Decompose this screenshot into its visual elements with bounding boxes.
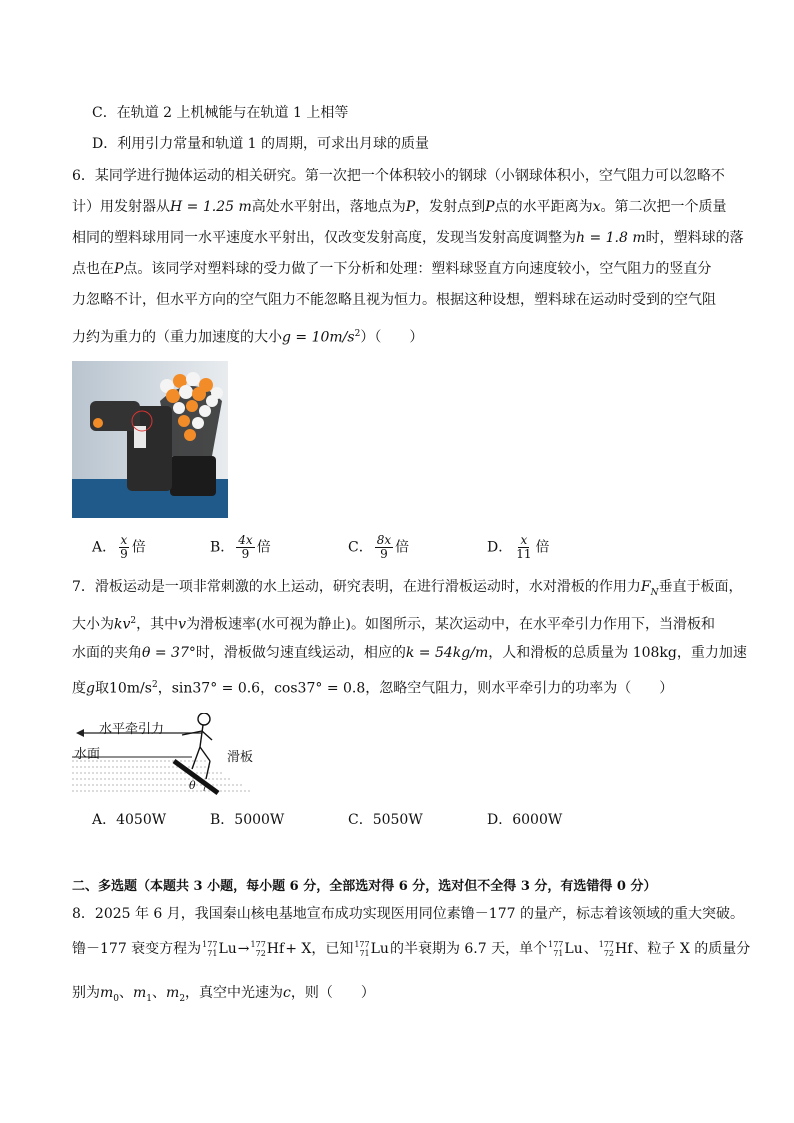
- water-surface-label: 水面: [74, 747, 101, 762]
- q5-option-d: D．利用引力常量和轨道 1 的周期，可求出月球的质量: [92, 136, 430, 152]
- q8-line-3: 别为$m_0$、$m_1$、$m_2$，真空中光速为c，则（ ）: [72, 985, 375, 1004]
- q6-option-a: A． $\frac{x}{9}$ 倍: [92, 533, 146, 561]
- water-skiing-diagram: [72, 713, 292, 798]
- theta-label: θ: [189, 779, 196, 792]
- q6-line-4: 点也在P点。该同学对塑料球的受力做了一下分析和处理：塑料球竖直方向速度较小，空气阻力的竖直分: [72, 261, 712, 277]
- q6-line-1: 6．某同学进行抛体运动的相关研究。第一次把一个体积较小的钢球（小钢球体积小，空气阻力可以忽略不: [72, 168, 725, 184]
- q7-option-d: D．6000W: [487, 812, 563, 828]
- q7-option-a: A．4050W: [92, 812, 167, 828]
- q6-line-6: 力约为重力的（重力加速度的大小$g = 10m/s^2$）（ ）: [72, 329, 424, 346]
- ball-launcher-photo: [72, 361, 228, 518]
- q7-line-4: 度g取$10m/s^2$，sin37° = 0.6，cos37° = 0.8，忽略空气阻力，则水平牵引力的功率为（ ）: [72, 680, 674, 697]
- q6-option-c: C． $\frac{8x}{9}$ 倍: [348, 533, 410, 561]
- q7-option-c: C．5050W: [348, 812, 423, 828]
- q7-line-1: 7．滑板运动是一项非常刺激的水上运动，研究表明，在进行滑板运动时，水对滑板的作用力$F_N$垂直于板面，: [72, 579, 743, 598]
- board-label: 滑板: [227, 750, 254, 765]
- nuclide-hf: 177 72 Hf: [250, 940, 285, 958]
- q8-line-2: 镥－177 衰变方程为 177 71 Lu → 177 72 Hf + X，已知 177 71 Lu 的半衰期为 6.7 天，单个 177 71 Lu 、 177 72 Hf 、粒子 X 的质量分: [72, 940, 751, 958]
- q7-line-3: 水面的夹角θ = 37°时，滑板做匀速直线运动，相应的k = 54kg/m，人和滑板的总质量为 108kg，重力加速: [72, 645, 747, 661]
- pull-force-label: 水平牵引力: [99, 722, 165, 737]
- q8-line-1: 8．2025 年 6 月，我国秦山核电基地宣布成功实现医用同位素镥－177 的量产，标志着该领域的重大突破。: [72, 906, 744, 922]
- nuclide-lu: 177 71 Lu: [202, 940, 237, 958]
- q6-line-2: 计）用发射器从H = 1.25 m高处水平射出，落地点为P，发射点到P点的水平距离为x。第二次把一个质量: [72, 199, 727, 215]
- q6-line-5: 力忽略不计，但水平方向的空气阻力不能忽略且视为恒力。根据这种设想，塑料球在运动时受到的空气阻: [72, 292, 716, 308]
- q7-option-b: B．5000W: [210, 812, 285, 828]
- q6-option-b: B． $\frac{4x}{9}$ 倍: [210, 533, 271, 561]
- section-heading: 二、多选题（本题共 3 小题，每小题 6 分，全部选对得 6 分，选对但不全得 3 分，有选错得 0 分）: [72, 879, 657, 894]
- q7-line-2: 大小为$kv^2$，其中v为滑板速率(水可视为静止)。如图所示，某次运动中，在水平牵引力作用下，当滑板和: [72, 616, 715, 633]
- q6-option-d: D． $\frac{x}{11}$ 倍: [487, 533, 550, 561]
- q6-line-3: 相同的塑料球用同一水平速度水平射出，仅改变发射高度，发现当发射高度调整为h = 1.8 m时，塑料球的落: [72, 230, 744, 246]
- q5-option-c: C．在轨道 2 上机械能与在轨道 1 上相等: [92, 105, 349, 121]
